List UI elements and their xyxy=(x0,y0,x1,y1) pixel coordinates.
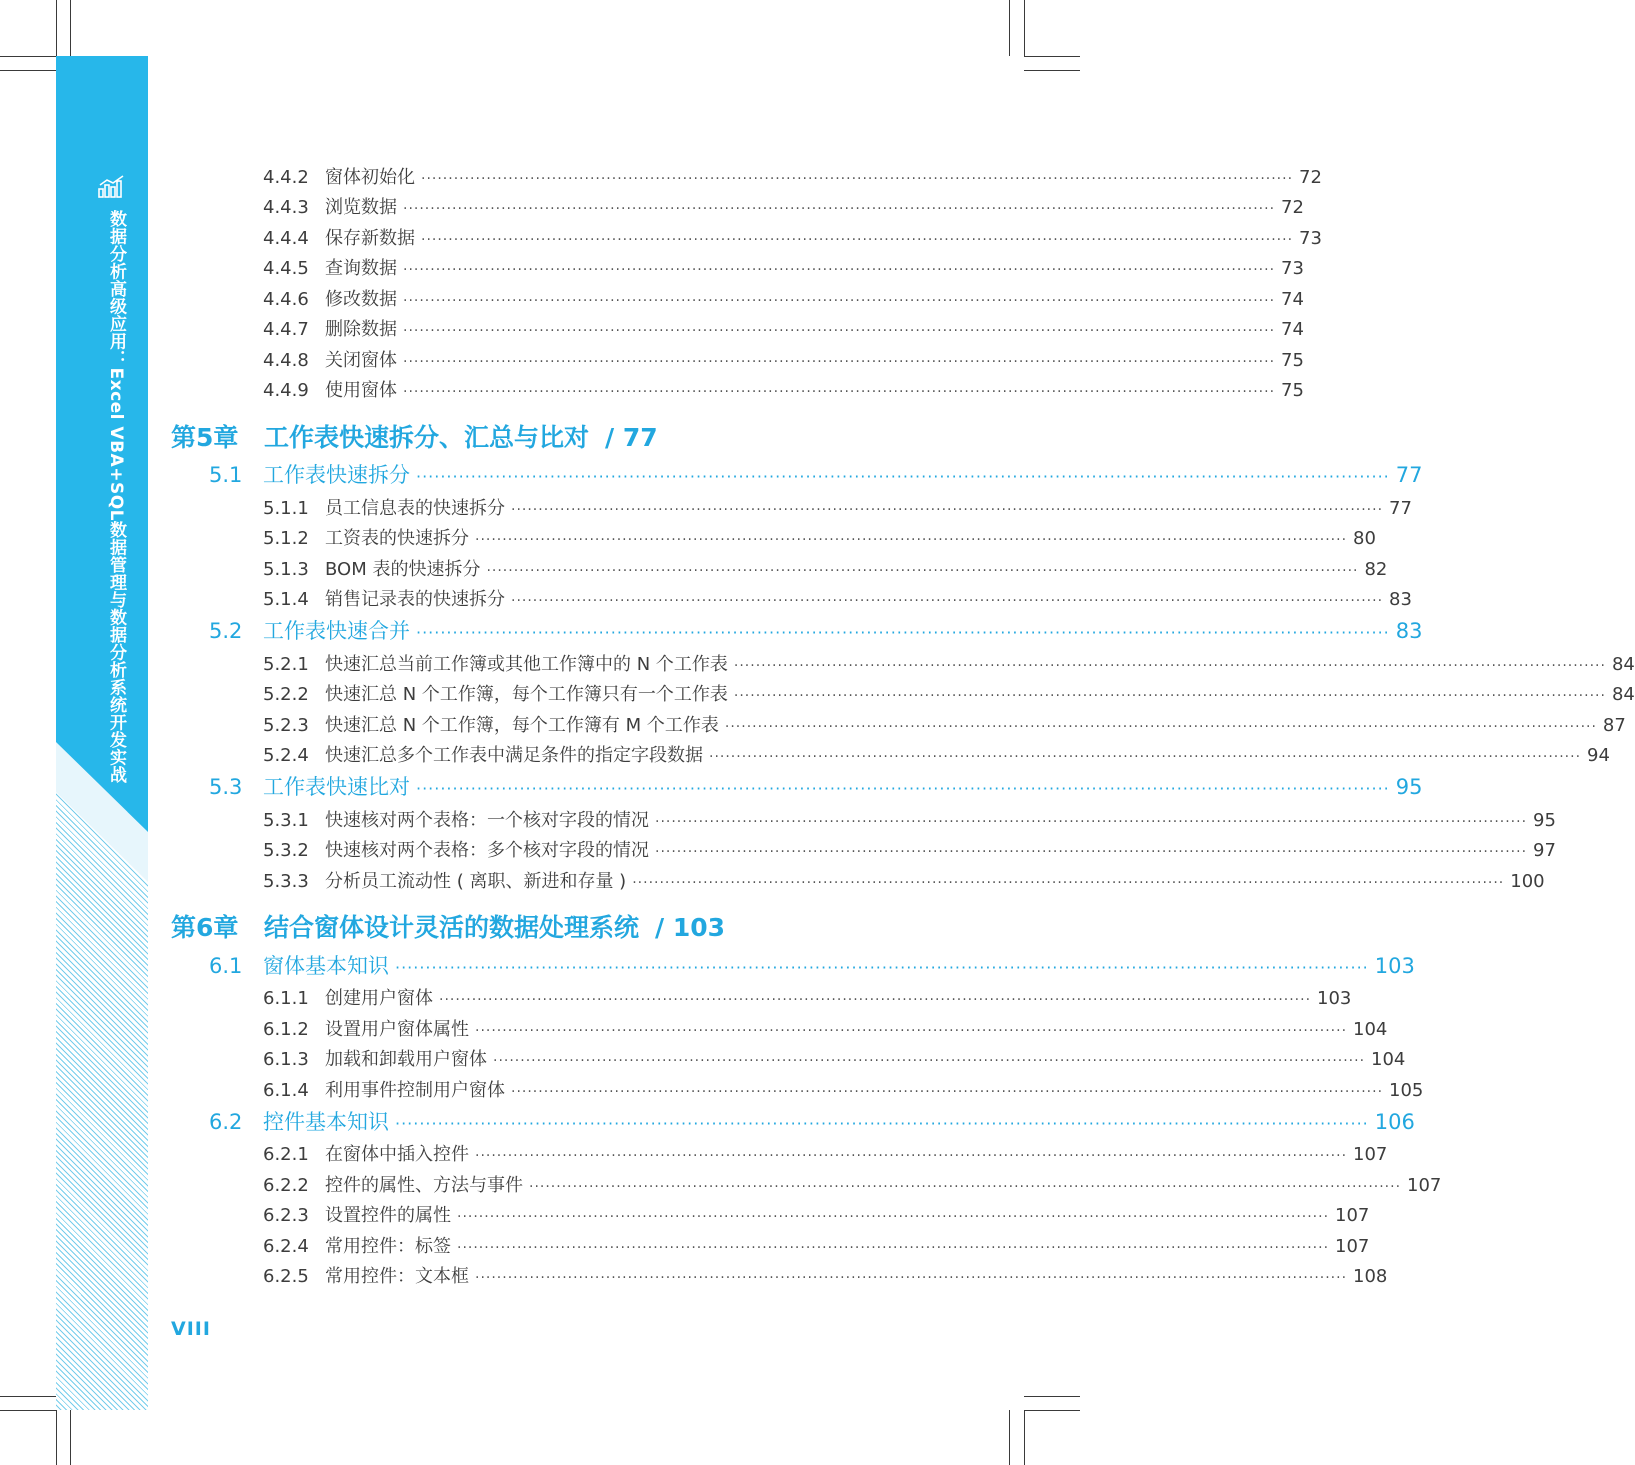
entry-number: 5.3.1 xyxy=(263,810,309,831)
entry-number: 6.2.3 xyxy=(263,1205,309,1226)
section-page: 77 xyxy=(1395,463,1423,487)
dot-leader: ································································································································································ xyxy=(529,1179,1402,1195)
entry-title: 保存新数据 xyxy=(325,228,415,249)
entry-title: 利用事件控制用户窗体 xyxy=(325,1080,505,1101)
entry-page: 75 xyxy=(1281,350,1304,371)
toc-section[interactable] xyxy=(209,459,1423,489)
entry-page: 87 xyxy=(1602,715,1626,736)
entry-number: 4.4.3 xyxy=(263,197,309,218)
crop-mark xyxy=(70,0,71,56)
dot-leader: ································································································································································ xyxy=(655,844,1528,860)
entry-page: 104 xyxy=(1371,1049,1406,1070)
page-number: VIII xyxy=(171,1318,211,1340)
toc-entry[interactable] xyxy=(263,650,1635,676)
section-page: 103 xyxy=(1374,954,1415,978)
toc-entry[interactable] xyxy=(263,711,1626,737)
dot-leader: ································································································································································ xyxy=(511,593,1384,609)
chapter-page: / 77 xyxy=(605,423,658,452)
section-title: 工作表快速合并 xyxy=(263,619,410,643)
entry-number: 4.4.9 xyxy=(263,380,309,401)
entry-title: 快速汇总 N 个工作簿，每个工作簿有 M 个工作表 xyxy=(325,715,719,736)
entry-number: 6.1.3 xyxy=(263,1049,309,1070)
dot-leader: ································································································································································ xyxy=(632,875,1505,891)
dot-leader: ································································································································································ xyxy=(421,232,1294,248)
chapter-title: 工作表快速拆分、汇总与比对 xyxy=(264,423,590,452)
entry-number: 5.1.1 xyxy=(263,498,309,519)
entry-title: 设置用户窗体属性 xyxy=(325,1019,469,1040)
chapter-number: 第6章 xyxy=(171,913,239,942)
toc-section[interactable] xyxy=(209,1106,1415,1136)
chapter-heading[interactable] xyxy=(171,908,725,944)
dot-leader: ································································································································································ xyxy=(395,1114,1369,1133)
entry-title: 创建用户窗体 xyxy=(325,988,433,1009)
entry-page: 80 xyxy=(1353,528,1376,549)
toc-entry[interactable] xyxy=(263,1140,1388,1166)
entry-number: 5.1.2 xyxy=(263,528,309,549)
entry-page: 73 xyxy=(1281,258,1304,279)
entry-number: 4.4.8 xyxy=(263,350,309,371)
crop-mark xyxy=(56,1410,57,1465)
toc-entry[interactable] xyxy=(263,346,1304,372)
entry-title: 窗体初始化 xyxy=(325,167,415,188)
entry-title: 设置控件的属性 xyxy=(325,1205,451,1226)
dot-leader: ································································································································································ xyxy=(655,814,1528,830)
entry-number: 4.4.2 xyxy=(263,167,309,188)
toc-entry[interactable] xyxy=(263,494,1412,520)
section-title: 控件基本知识 xyxy=(263,1110,389,1134)
entry-page: 107 xyxy=(1335,1236,1370,1257)
dot-leader: ································································································································································ xyxy=(416,779,1390,798)
entry-number: 6.1.1 xyxy=(263,988,309,1009)
entry-title: 控件的属性、方法与事件 xyxy=(325,1175,523,1196)
section-title: 工作表快速拆分 xyxy=(263,463,410,487)
entry-title: 快速汇总 N 个工作簿，每个工作簿只有一个工作表 xyxy=(325,684,728,705)
crop-mark xyxy=(1024,1410,1080,1411)
entry-number: 4.4.4 xyxy=(263,228,309,249)
sidebar-color-band xyxy=(56,56,148,832)
entry-number: 5.1.3 xyxy=(263,559,309,580)
entry-page: 97 xyxy=(1533,840,1556,861)
dot-leader: ································································································································································ xyxy=(395,958,1369,977)
crop-mark xyxy=(1024,56,1080,57)
toc-section[interactable] xyxy=(209,615,1423,645)
entry-title: 浏览数据 xyxy=(325,197,397,218)
toc-entry[interactable] xyxy=(263,1045,1406,1071)
crop-mark xyxy=(1024,1410,1025,1465)
entry-page: 100 xyxy=(1510,871,1545,892)
entry-title: 常用控件：文本框 xyxy=(325,1266,469,1287)
toc-entry[interactable] xyxy=(263,555,1388,581)
toc-entry[interactable] xyxy=(263,1262,1388,1288)
dot-leader: ································································································································································ xyxy=(403,354,1276,370)
section-page: 106 xyxy=(1374,1110,1415,1134)
section-number: 5.3 xyxy=(209,775,243,799)
dot-leader: ································································································································································ xyxy=(403,384,1276,400)
crop-mark xyxy=(0,1410,56,1411)
crop-mark xyxy=(0,1396,56,1397)
entry-number: 4.4.5 xyxy=(263,258,309,279)
entry-page: 73 xyxy=(1299,228,1322,249)
entry-title: 销售记录表的快速拆分 xyxy=(325,589,505,610)
dot-leader: ································································································································································ xyxy=(475,1270,1348,1286)
toc-entry[interactable] xyxy=(263,806,1556,832)
toc-entry[interactable] xyxy=(263,376,1304,402)
section-title: 工作表快速比对 xyxy=(263,775,410,799)
entry-page: 94 xyxy=(1587,745,1610,766)
entry-title: BOM 表的快速拆分 xyxy=(325,559,481,580)
toc-section[interactable] xyxy=(209,950,1415,980)
crop-mark xyxy=(0,70,56,71)
entry-page: 95 xyxy=(1533,810,1556,831)
entry-number: 5.3.3 xyxy=(263,871,309,892)
crop-mark xyxy=(1024,1396,1080,1397)
entry-number: 6.1.4 xyxy=(263,1080,309,1101)
dot-leader: ································································································································································ xyxy=(511,1084,1384,1100)
dot-leader: ································································································································································ xyxy=(416,623,1390,642)
chapter-page: / 103 xyxy=(655,913,726,942)
entry-title: 快速汇总当前工作簿或其他工作簿中的 N 个工作表 xyxy=(325,654,728,675)
dot-leader: ································································································································································ xyxy=(439,992,1312,1008)
entry-number: 5.2.2 xyxy=(263,684,309,705)
entry-page: 74 xyxy=(1281,319,1304,340)
entry-page: 107 xyxy=(1407,1175,1442,1196)
entry-title: 员工信息表的快速拆分 xyxy=(325,498,505,519)
dot-leader: ································································································································································ xyxy=(457,1240,1330,1256)
entry-page: 108 xyxy=(1353,1266,1388,1287)
entry-number: 5.1.4 xyxy=(263,589,309,610)
entry-number: 5.2.3 xyxy=(263,715,309,736)
crop-mark xyxy=(1024,0,1025,56)
entry-page: 72 xyxy=(1281,197,1304,218)
dot-leader: ································································································································································ xyxy=(416,467,1390,486)
toc-entry[interactable] xyxy=(263,585,1412,611)
dot-leader: ································································································································································ xyxy=(733,688,1606,704)
dot-leader: ································································································································································ xyxy=(403,323,1276,339)
dot-leader: ································································································································································ xyxy=(403,262,1276,278)
section-number: 5.2 xyxy=(209,619,243,643)
entry-page: 75 xyxy=(1281,380,1304,401)
entry-title: 快速核对两个表格：一个核对字段的情况 xyxy=(325,810,649,831)
entry-page: 104 xyxy=(1353,1019,1388,1040)
dot-leader: ································································································································································ xyxy=(724,719,1597,735)
entry-title: 工资表的快速拆分 xyxy=(325,528,469,549)
toc-entry[interactable] xyxy=(263,1232,1370,1258)
entry-number: 6.2.2 xyxy=(263,1175,309,1196)
entry-number: 6.2.4 xyxy=(263,1236,309,1257)
dot-leader: ································································································································································ xyxy=(733,658,1606,674)
entry-number: 5.2.4 xyxy=(263,745,309,766)
crop-mark xyxy=(1009,1410,1010,1465)
dot-leader: ································································································································································ xyxy=(493,1053,1366,1069)
crop-mark xyxy=(70,1410,71,1465)
toc-entry[interactable] xyxy=(263,524,1376,550)
entry-number: 5.2.1 xyxy=(263,654,309,675)
entry-number: 6.2.5 xyxy=(263,1266,309,1287)
entry-number: 6.2.1 xyxy=(263,1144,309,1165)
toc-entry[interactable] xyxy=(263,315,1304,341)
entry-title: 使用窗体 xyxy=(325,380,397,401)
dot-leader: ································································································································································ xyxy=(403,293,1276,309)
entry-title: 删除数据 xyxy=(325,319,397,340)
toc-entry[interactable] xyxy=(263,224,1322,250)
entry-title: 关闭窗体 xyxy=(325,350,397,371)
entry-page: 105 xyxy=(1389,1080,1424,1101)
entry-title: 查询数据 xyxy=(325,258,397,279)
dot-leader: ································································································································································ xyxy=(475,1148,1348,1164)
dot-leader: ································································································································································ xyxy=(486,563,1359,579)
crop-mark xyxy=(56,0,57,56)
toc-entry[interactable] xyxy=(263,254,1304,280)
toc-entry[interactable] xyxy=(263,867,1545,893)
crop-mark xyxy=(1009,0,1010,56)
section-number: 6.1 xyxy=(209,954,243,978)
entry-title: 常用控件：标签 xyxy=(325,1236,451,1257)
section-number: 5.1 xyxy=(209,463,243,487)
chapter-number: 第5章 xyxy=(171,423,239,452)
toc-entry[interactable] xyxy=(263,680,1635,706)
section-page: 95 xyxy=(1395,775,1423,799)
dot-leader: ································································································································································ xyxy=(709,749,1582,765)
entry-page: 74 xyxy=(1281,289,1304,310)
bar-chart-icon xyxy=(98,174,126,198)
entry-page: 77 xyxy=(1389,498,1412,519)
entry-page: 82 xyxy=(1364,559,1388,580)
entry-page: 84 xyxy=(1611,654,1635,675)
entry-title: 修改数据 xyxy=(325,289,397,310)
section-title: 窗体基本知识 xyxy=(263,954,389,978)
dot-leader: ································································································································································ xyxy=(421,171,1294,187)
entry-title: 分析员工流动性 ( 离职、新进和存量 ) xyxy=(325,871,627,892)
toc-section[interactable] xyxy=(209,771,1423,801)
entry-title: 在窗体中插入控件 xyxy=(325,1144,469,1165)
entry-number: 5.3.2 xyxy=(263,840,309,861)
chapter-title: 结合窗体设计灵活的数据处理系统 xyxy=(264,913,640,942)
toc-entry[interactable] xyxy=(263,163,1322,189)
chapter-heading[interactable] xyxy=(171,418,658,454)
dot-leader: ································································································································································ xyxy=(475,532,1348,548)
section-page: 83 xyxy=(1395,619,1423,643)
dot-leader: ································································································································································ xyxy=(457,1209,1330,1225)
entry-page: 107 xyxy=(1353,1144,1388,1165)
sidebar-band xyxy=(56,56,148,1410)
dot-leader: ································································································································································ xyxy=(403,201,1276,217)
section-number: 6.2 xyxy=(209,1110,243,1134)
dot-leader: ································································································································································ xyxy=(511,502,1384,518)
toc-entry[interactable] xyxy=(263,836,1556,862)
entry-title: 快速核对两个表格：多个核对字段的情况 xyxy=(325,840,649,861)
entry-number: 4.4.6 xyxy=(263,289,309,310)
crop-mark xyxy=(0,56,56,57)
book-title-vertical: 数据分析高级应用：Excel VBA+SQL数据管理与数据分析系统开发实战 xyxy=(106,210,126,784)
toc-entry[interactable] xyxy=(263,285,1304,311)
entry-number: 4.4.7 xyxy=(263,319,309,340)
toc-entry[interactable] xyxy=(263,193,1304,219)
crop-mark xyxy=(1024,70,1080,71)
entry-page: 83 xyxy=(1389,589,1412,610)
entry-page: 72 xyxy=(1299,167,1322,188)
entry-title: 加载和卸载用户窗体 xyxy=(325,1049,487,1070)
toc-entry[interactable] xyxy=(263,1076,1424,1102)
toc-entry[interactable] xyxy=(263,1201,1370,1227)
entry-page: 103 xyxy=(1317,988,1352,1009)
toc-entry[interactable] xyxy=(263,1015,1388,1041)
toc-entry[interactable] xyxy=(263,1171,1442,1197)
dot-leader: ································································································································································ xyxy=(475,1023,1348,1039)
toc-entry[interactable] xyxy=(263,741,1610,767)
entry-page: 84 xyxy=(1611,684,1635,705)
toc-entry[interactable] xyxy=(263,984,1352,1010)
entry-page: 107 xyxy=(1335,1205,1370,1226)
entry-title: 快速汇总多个工作表中满足条件的指定字段数据 xyxy=(325,745,703,766)
entry-number: 6.1.2 xyxy=(263,1019,309,1040)
